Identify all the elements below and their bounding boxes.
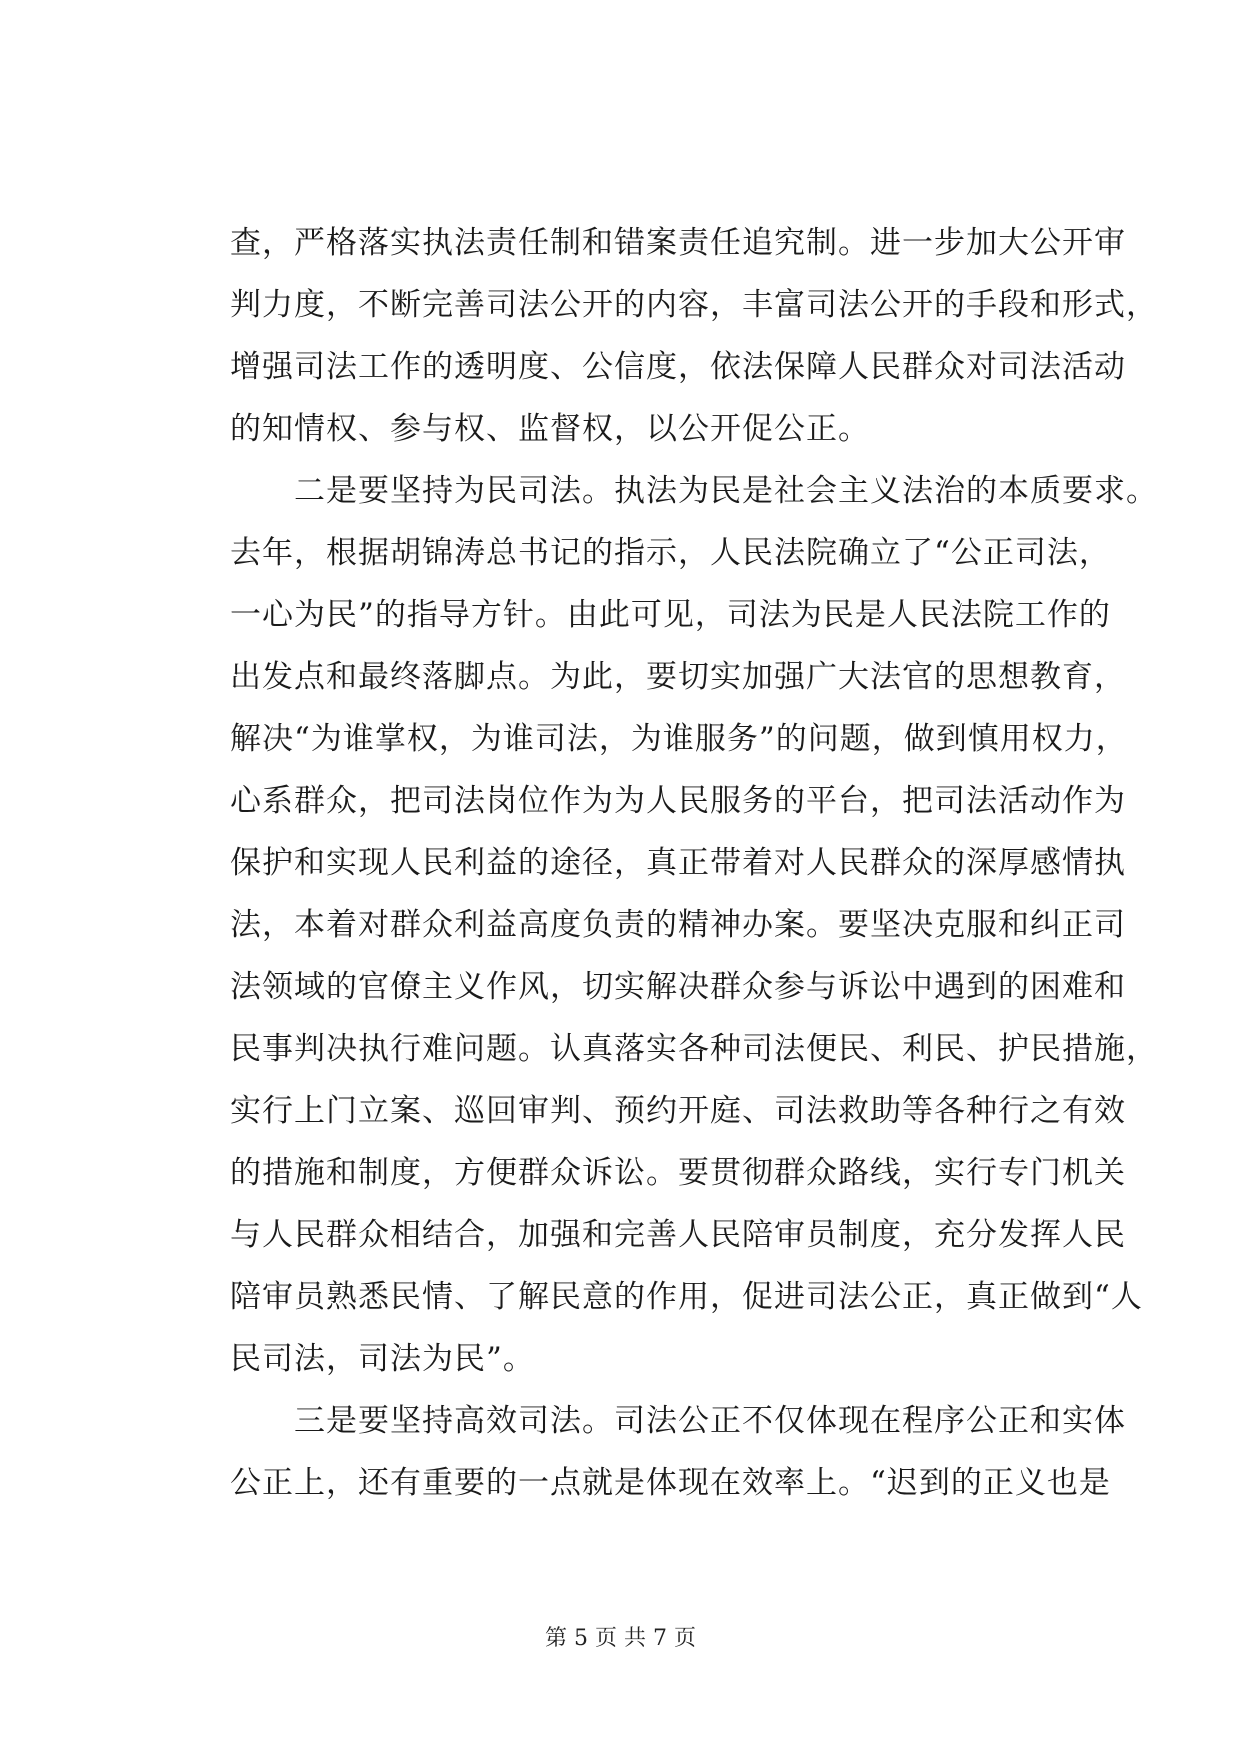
body-text — [230, 220, 1158, 1522]
page-footer: 第 5 页 共 7 页 — [545, 1626, 696, 1651]
text-line: 陪审员熟悉民情、了解民意的作用，促进司法公正，真正做到“人 — [230, 1279, 1143, 1315]
text-line: 心系群众，把司法岗位作为为人民服务的平台，把司法活动作为 — [230, 783, 1126, 819]
text-line: 的知情权、参与权、监督权，以公开促公正。 — [230, 411, 870, 447]
text-line: 实行上门立案、巡回审判、预约开庭、司法救助等各种行之有效 — [230, 1093, 1126, 1129]
text-line: 保护和实现人民利益的途径，真正带着对人民群众的深厚感情执 — [230, 845, 1126, 881]
text-line: 一心为民”的指导方针。由此可见，司法为民是人民法院工作的 — [230, 597, 1111, 633]
text-line: 判力度，不断完善司法公开的内容，丰富司法公开的手段和形式， — [230, 287, 1158, 323]
text-line: 法，本着对群众利益高度负责的精神办案。要坚决克服和纠正司 — [230, 907, 1126, 943]
text-line: 民司法，司法为民”。 — [230, 1341, 535, 1377]
text-line: 二是要坚持为民司法。执法为民是社会主义法治的本质要求。 — [230, 473, 1158, 509]
text-line: 查，严格落实执法责任制和错案责任追究制。进一步加大公开审 — [230, 225, 1126, 261]
text-line: 与人民群众相结合，加强和完善人民陪审员制度，充分发挥人民 — [230, 1217, 1126, 1253]
text-line: 三是要坚持高效司法。司法公正不仅体现在程序公正和实体 — [230, 1403, 1126, 1439]
text-line: 公正上，还有重要的一点就是体现在效率上。“迟到的正义也是 — [230, 1465, 1111, 1501]
text-line: 的措施和制度，方便群众诉讼。要贯彻群众路线，实行专门机关 — [230, 1155, 1126, 1191]
text-line: 去年，根据胡锦涛总书记的指示，人民法院确立了“公正司法， — [230, 535, 1111, 571]
text-line: 民事判决执行难问题。认真落实各种司法便民、利民、护民措施， — [230, 1031, 1158, 1067]
text-line: 法领域的官僚主义作风，切实解决群众参与诉讼中遇到的困难和 — [230, 969, 1126, 1005]
text-line: 解决“为谁掌权，为谁司法，为谁服务”的问题，做到慎用权力， — [230, 721, 1128, 757]
text-line: 出发点和最终落脚点。为此，要切实加强广大法官的思想教育， — [230, 659, 1126, 695]
text-line: 增强司法工作的透明度、公信度，依法保障人民群众对司法活动 — [230, 349, 1126, 385]
